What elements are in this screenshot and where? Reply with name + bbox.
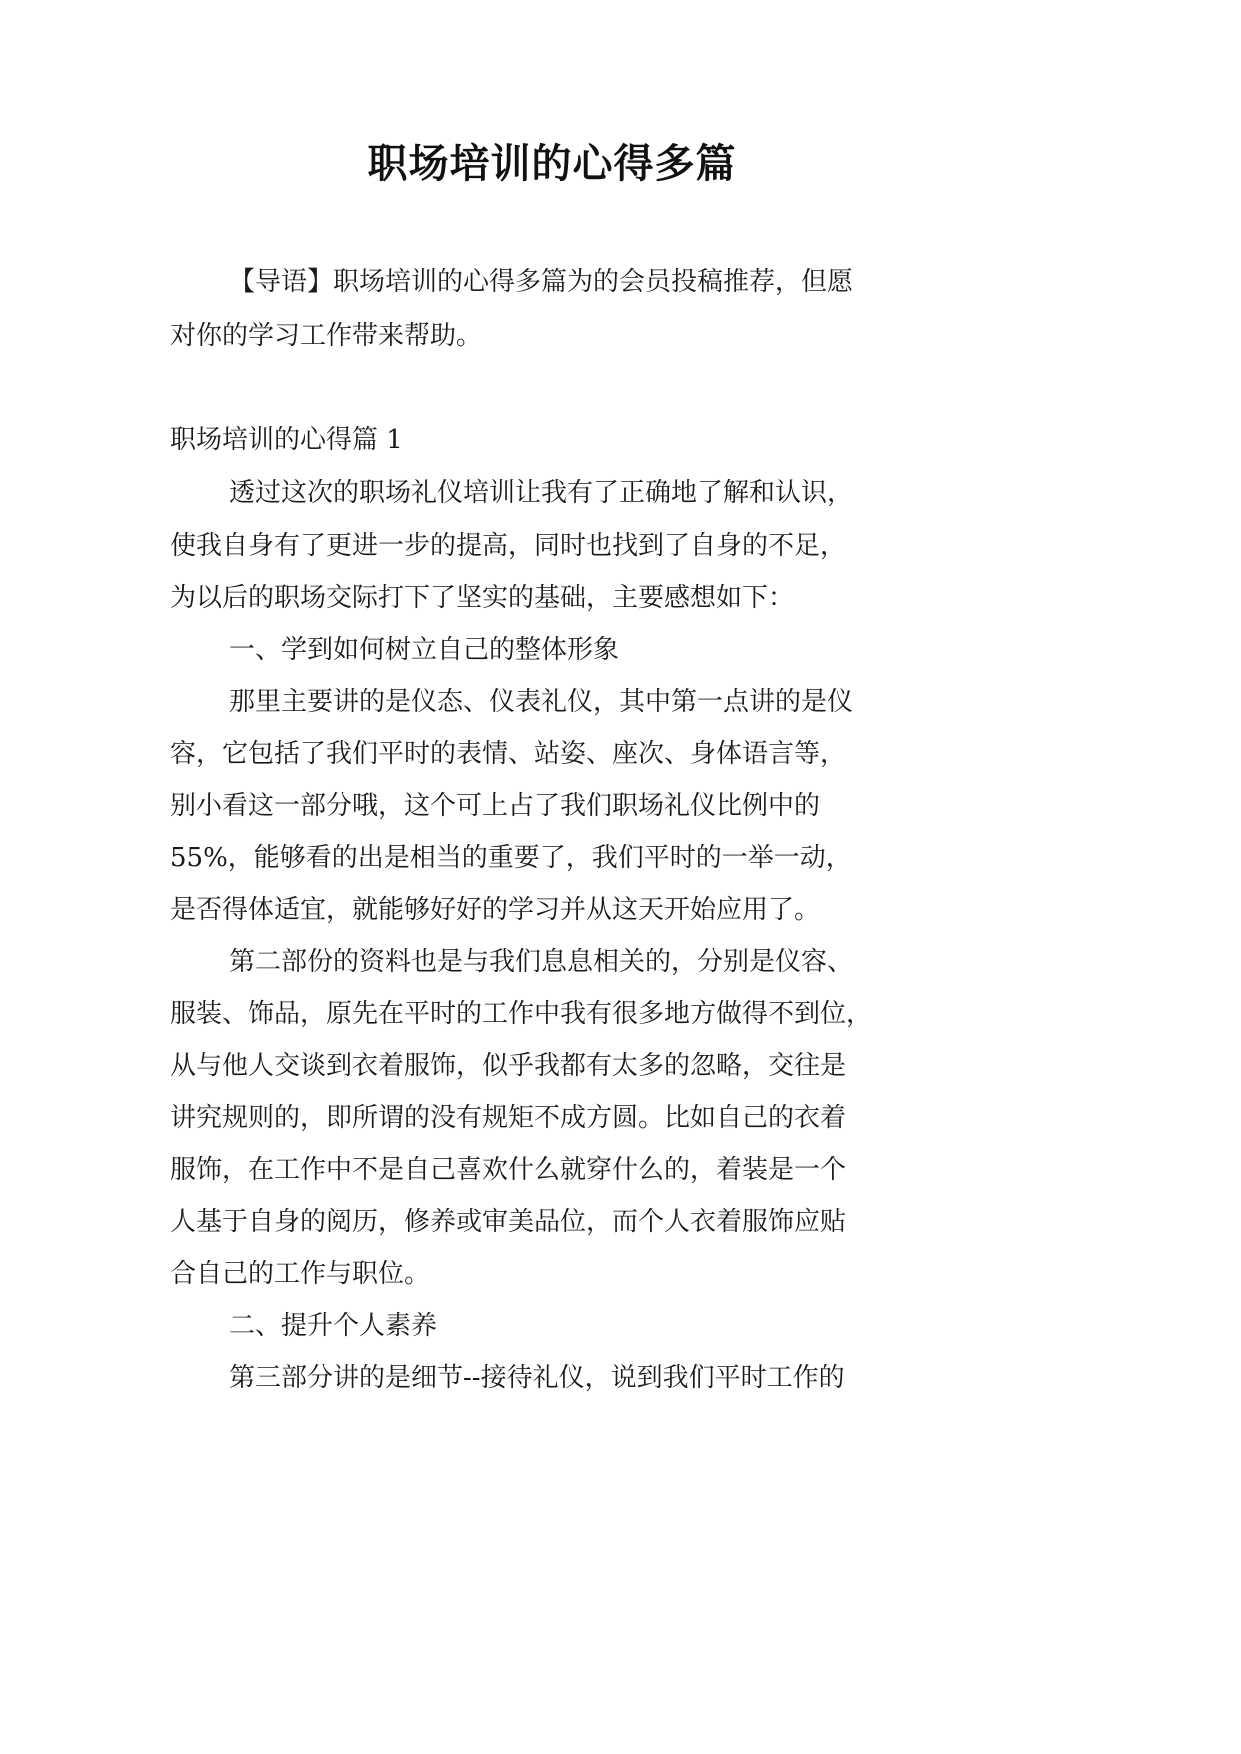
body-line: 第三部分讲的是细节--接待礼仪，说到我们平时工作的 [229, 1363, 845, 1393]
body-line: 是否得体适宜，就能够好好的学习并从这天开始应用了。 [170, 895, 821, 925]
body-line: 服饰，在工作中不是自己喜欢什么就穿什么的，着装是一个 [170, 1155, 847, 1185]
body-line: 第二部份的资料也是与我们息息相关的，分别是仪容、 [229, 947, 854, 977]
subheading-1: 一、学到如何树立自己的整体形象 [229, 635, 620, 665]
body-line: 容，它包括了我们平时的表情、站姿、座次、身体语言等， [170, 739, 847, 769]
body-line: 讲究规则的，即所谓的没有规矩不成方圆。比如自己的衣着 [170, 1103, 847, 1133]
document-title: 职场培训的心得多篇 [367, 140, 737, 187]
body-line: 人基于自身的阅历，修养或审美品位，而个人衣着服饰应贴 [170, 1207, 847, 1237]
subheading-2: 二、提升个人素养 [229, 1311, 438, 1341]
intro-line-1: 【导语】职场培训的心得多篇为的会员投稿推荐，但愿 [229, 267, 854, 297]
intro-line-2: 对你的学习工作带来帮助。 [170, 321, 483, 351]
body-line: 为以后的职场交际打下了坚实的基础，主要感想如下： [170, 583, 795, 613]
body-line: 服装、饰品，原先在平时的工作中我有很多地方做得不到位， [170, 999, 873, 1029]
body-line: 透过这次的职场礼仪培训让我有了正确地了解和认识， [229, 478, 854, 508]
body-line: 别小看这一部分哦，这个可上占了我们职场礼仪比例中的 [170, 791, 821, 821]
body-line: 那里主要讲的是仪态、仪表礼仪，其中第一点讲的是仪 [229, 687, 854, 717]
body-line: 从与他人交谈到衣着服饰，似乎我都有太多的忽略，交往是 [170, 1051, 847, 1081]
section-heading: 职场培训的心得篇 1 [170, 425, 403, 455]
body-line: 使我自身有了更进一步的提高，同时也找到了自身的不足， [170, 531, 847, 561]
body-line: 55%，能够看的出是相当的重要了，我们平时的一举一动， [170, 843, 852, 873]
body-line: 合自己的工作与职位。 [170, 1259, 431, 1289]
